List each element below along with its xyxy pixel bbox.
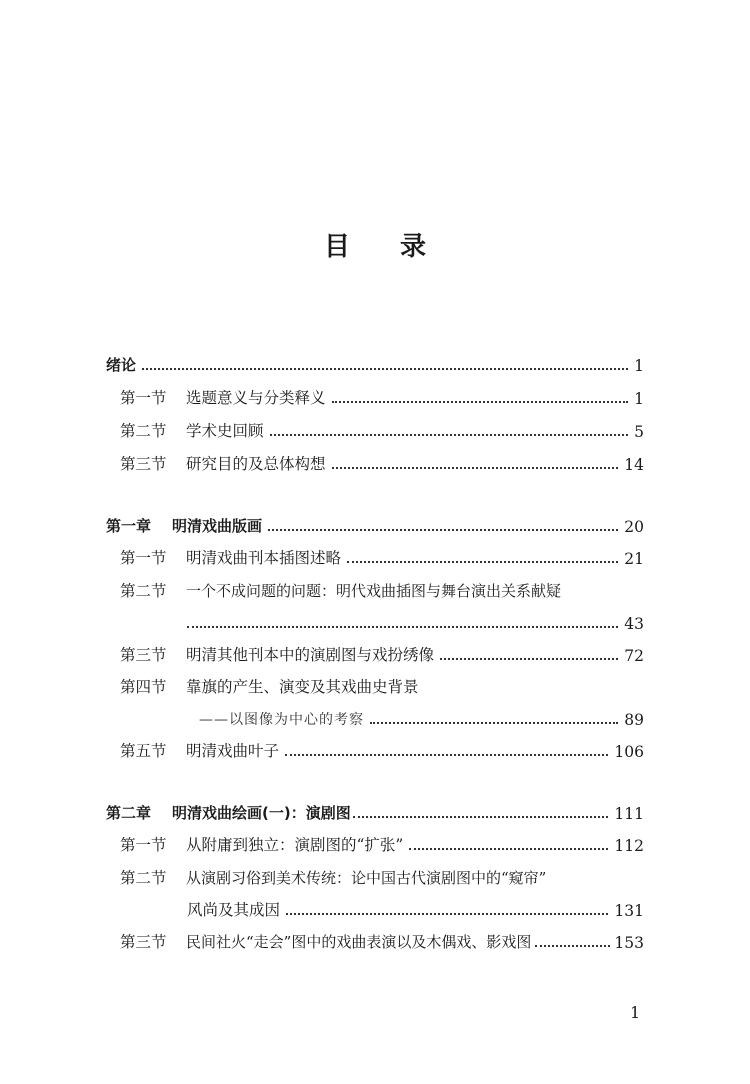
leader-dots [187, 626, 618, 628]
section-title: 一个不成问题的问题：明代戏曲插图与舞台演出关系献疑 [186, 582, 562, 600]
toc-section[interactable] [120, 415, 644, 441]
section-number: 第三节 [120, 933, 167, 951]
chapter-title: 明清戏曲绘画(一)：演剧图 [172, 804, 351, 822]
page-title [0, 226, 750, 263]
section-number: 第三节 [120, 646, 167, 664]
section-title: 从附庸到独立：演剧图的“扩张” [186, 836, 404, 854]
section-number: 第五节 [120, 742, 167, 760]
section-title: 明清戏曲叶子 [186, 742, 280, 760]
toc-section-subtitle[interactable] [187, 703, 644, 729]
leader-dots [270, 434, 629, 436]
toc-heading-intro[interactable] [106, 349, 644, 375]
leader-dots [142, 368, 628, 370]
toc-heading-chapter-2[interactable] [106, 797, 644, 823]
section-title: 研究目的及总体构想 [186, 455, 326, 473]
page-number: 112 [614, 837, 644, 855]
page-number: 72 [624, 647, 644, 665]
page-number: 20 [624, 518, 644, 536]
section-title: 明清戏曲刊本插图述略 [186, 549, 342, 567]
page-number: 1 [634, 357, 644, 375]
page-number: 21 [624, 550, 644, 568]
toc-section[interactable] [120, 671, 644, 697]
section-title: 选题意义与分类释义 [186, 389, 326, 407]
chapter-title: 明清戏曲版画 [172, 517, 263, 535]
section-number: 第一节 [120, 549, 167, 567]
section-number: 第二节 [120, 869, 167, 887]
leader-dots [535, 945, 610, 947]
leader-dots [268, 529, 618, 531]
section-number: 第四节 [120, 678, 167, 696]
toc-section[interactable] [120, 735, 644, 761]
chapter-label: 第一章 [106, 517, 152, 535]
toc-section[interactable] [120, 829, 644, 855]
toc-section[interactable] [120, 382, 644, 408]
section-title: 从演剧习俗到美术传统：论中国古代演剧图中的“窥帘” [186, 869, 547, 887]
leader-dots [347, 561, 618, 563]
leader-dots [370, 722, 618, 724]
page-number: 106 [614, 743, 644, 761]
leader-dots [409, 848, 608, 850]
heading-label: 绪论 [106, 356, 137, 374]
toc-heading-chapter-1[interactable] [106, 510, 644, 536]
toc-section-continuation[interactable] [187, 894, 644, 920]
toc-section[interactable] [120, 926, 644, 952]
page-number: 1 [634, 390, 644, 408]
chapter-label: 第二章 [106, 804, 152, 822]
page-number: 131 [614, 902, 644, 920]
leader-dots [286, 913, 608, 915]
section-number: 第一节 [120, 389, 167, 407]
page-number: 5 [634, 423, 644, 441]
toc-section[interactable] [120, 542, 644, 568]
section-number: 第三节 [120, 455, 167, 473]
page-number: 111 [614, 805, 644, 823]
section-title-continued: 风尚及其成因 [187, 901, 281, 919]
page-folio: 1 [630, 1003, 641, 1022]
leader-dots [332, 467, 619, 469]
section-number: 第一节 [120, 836, 167, 854]
page-number: 43 [624, 615, 644, 633]
toc-section[interactable] [120, 639, 644, 665]
page-number: 14 [624, 456, 644, 474]
section-title: 学术史回顾 [186, 422, 264, 440]
leader-dots [440, 658, 618, 660]
section-title: 民间社火“走会”图中的戏曲表演以及木偶戏、影戏图 [186, 933, 532, 951]
section-title: 明清其他刊本中的演剧图与戏扮绣像 [186, 646, 435, 664]
title-char-1: 目 [323, 232, 350, 262]
section-title: 靠旗的产生、演变及其戏曲史背景 [186, 678, 419, 696]
page-number: 153 [614, 934, 644, 952]
leader-dots [353, 816, 609, 818]
page-number: 89 [624, 711, 644, 729]
section-subtitle: ——以图像为中心的考察 [199, 712, 364, 728]
section-number: 第二节 [120, 582, 167, 600]
toc-section-continuation[interactable] [187, 607, 644, 633]
leader-dots [332, 401, 629, 403]
toc-section[interactable] [120, 862, 644, 888]
title-char-2: 录 [400, 232, 427, 262]
toc-section[interactable] [120, 448, 644, 474]
leader-dots [285, 754, 608, 756]
toc-section[interactable] [120, 575, 644, 601]
section-number: 第二节 [120, 422, 167, 440]
